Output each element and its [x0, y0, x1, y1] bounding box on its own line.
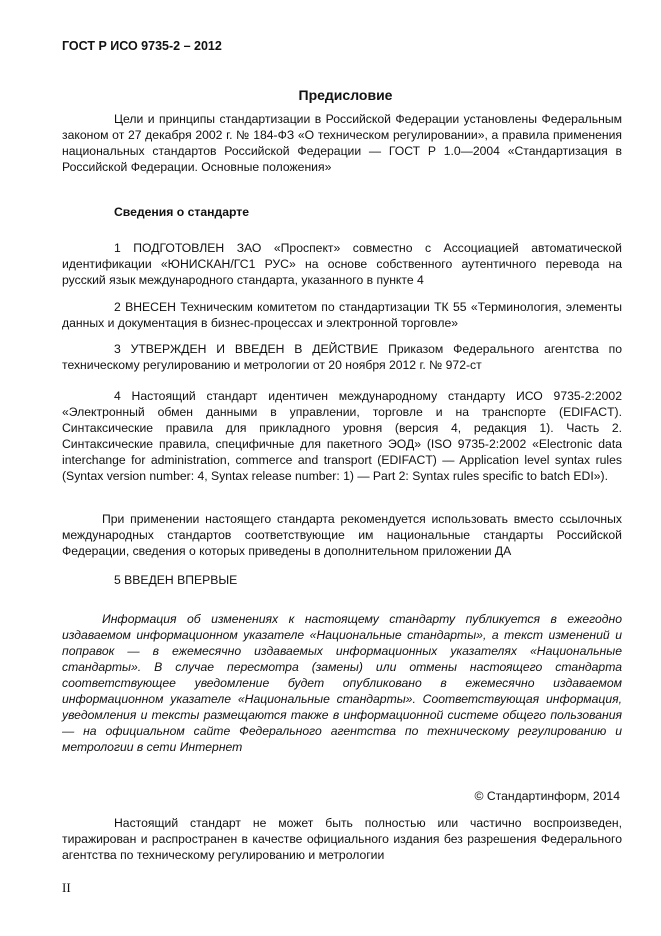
standard-info-heading: Сведения о стандарте	[114, 205, 250, 219]
document-header: ГОСТ Р ИСО 9735-2 – 2012	[62, 39, 222, 53]
item-approved: 3 УТВЕРЖДЕН И ВВЕДЕН В ДЕЙСТВИЕ Приказом Федерального агентства по техническому регулированию и метрологии от 20 ноября 2012 г. № 972-ст	[62, 342, 622, 372]
item-identical: 4 Настоящий стандарт идентичен международному стандарту ИСО 9735-2:2002 «Электронный обмен данными в управлении, торговле и на транспорте (EDIFACT). Синтаксические правила для прикладного уровня (версия 4, редакция 1). Часть 2. Синтаксические правила, специфичные для пакетного ЭОД» (ISO 9735-2:2002 «Electronic data interchange for administration, commerce and transport (EDIFACT) — Application level syntax rules (Syntax version number: 4, Syntax release number: 1) — Part 2: Syntax rules specific to batch EDI»).	[62, 389, 622, 483]
copyright-line: © Стандартинформ, 2014	[474, 789, 620, 803]
item-introduced: 5 ВВЕДЕН ВПЕРВЫЕ	[114, 573, 238, 587]
changes-notice: Информация об изменениях к настоящему стандарту публикуется в ежегодно издаваемом информационном указателе «Национальные стандарты», а текст изменений и поправок — в ежемесячно издаваемых информационных указателях «Национальные стандарты». В случае пересмотра (замены) или отмены настоящего стандарта соответствующее уведомление будет опубликовано в ежемесячно издаваемом информационном указателе «Национальные стандарты». Соответствующая информация, уведомления и тексты размещаются также в информационной системе общего пользования — на официальном сайте Федерального агентства по техническому регулированию и метрологии в сети Интернет	[62, 612, 622, 754]
reproduction-notice: Настоящий стандарт не может быть полностью или частично воспроизведен, тиражирован и распространен в качестве официального издания без разрешения Федерального агентства по техническому регулированию и метрологии	[62, 816, 622, 862]
foreword-title: Предисловие	[298, 87, 393, 103]
item-prepared: 1 ПОДГОТОВЛЕН ЗАО «Проспект» совместно с Ассоциацией автоматической идентификации «ЮНИСКАН/ГС1 РУС» на основе собственного аутентичного перевода на русский язык международного стандарта, указанного в пункте 4	[62, 241, 622, 287]
page-number: II	[62, 880, 71, 895]
foreword-intro: Цели и принципы стандартизации в Российской Федерации установлены Федеральным законом от 27 декабря 2002 г. № 184-ФЗ «О техническом регулировании», а правила применения национальных стандартов Российской Федерации — ГОСТ Р 1.0—2004 «Стандартизация в Российской Федерации. Основные положения»	[62, 112, 622, 174]
item-submitted: 2 ВНЕСЕН Техническим комитетом по стандартизации ТК 55 «Терминология, элементы данных и документация в бизнес-процессах и электронной торговле»	[62, 300, 622, 330]
application-note: При применении настоящего стандарта рекомендуется использовать вместо ссылочных международных стандартов соответствующие им национальные стандарты Российской Федерации, сведения о которых приведены в дополнительном приложении ДА	[62, 512, 622, 558]
